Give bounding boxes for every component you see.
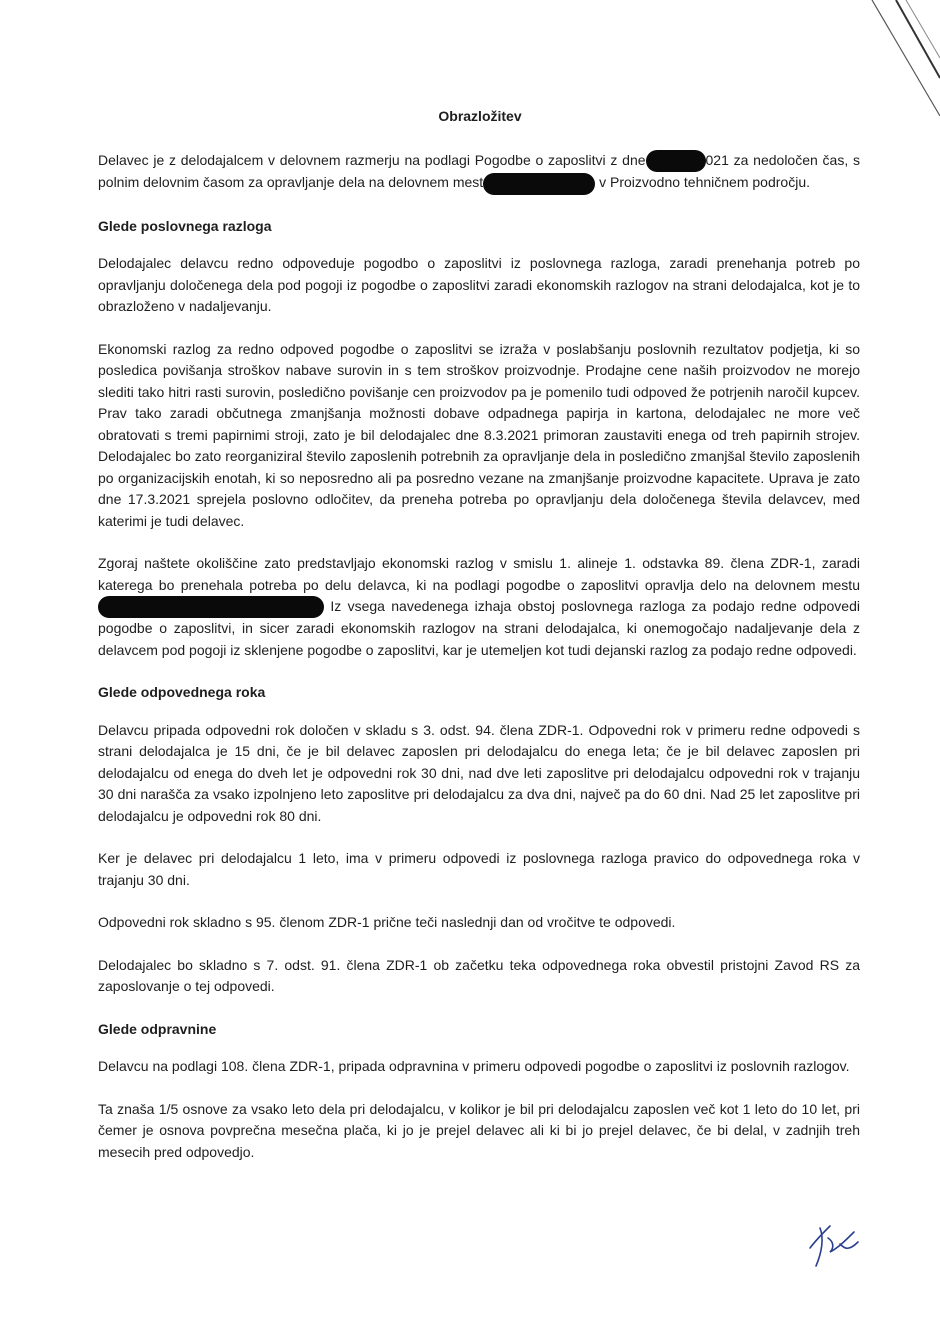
- paragraph: Delavcu na podlagi 108. člena ZDR-1, pripada odpravnina v primeru odpovedi pogodbe o zaposlitvi iz poslovnih razlogov.: [98, 1058, 850, 1075]
- intro-paragraph: [98, 150, 860, 195]
- section-heading-business-reason: Glede poslovnega razloga: [98, 217, 272, 234]
- paragraph: Delodajalec delavcu redno odpoveduje pogodbo o zaposlitvi iz poslovnega razloga, zaradi prenehanja potreb po opravljanju določenega dela pod pogoji iz pogodbe o zaposlitvi zaradi ekonomskih razlogov na strani delodajalca, kot je to obrazloženo v nadaljevanju.: [98, 255, 860, 315]
- signature-initials: [800, 1218, 866, 1274]
- redaction-workplace: [483, 173, 595, 195]
- intro-text-1: Delavec je z delodajalcem v delovnem razmerju na podlagi Pogodbe o zaposlitvi z dne: [98, 152, 646, 168]
- paragraph: Odpovedni rok skladno s 95. členom ZDR-1 prične teči naslednji dan od vročitve te odpovedi.: [98, 914, 676, 931]
- paragraph: Ekonomski razlog za redno odpoved pogodbe o zaposlitvi se izraža v poslabšanju poslovnih rezultatov podjetja, ki so posledica povišanja stroškov nabave surovin in s tem stroškov proizvodnje. Prodajne cene naših proizvodov ne morejo slediti tako hitri rasti surovin, posledično povišanje cen proizvodov pa je pomenilo tudi odpoved že potrjenih naročil kupcev. Prav tako zaradi občutnega zmanjšanja možnosti dobave odpadnega papirja in kartona, delodajalec ne more več obratovati s tremi papirnimi stroji, zato je bil delodajalec dne 8.3.2021 primoran zaustaviti enega od treh papirnih strojev. Delodajalec bo zato reorganiziral število zaposlenih potrebnih za opravljanje dela in posledično zmanjšal število zaposlenih po organizacijskih enotah, ki so neposredno ali pa posredno vezane na zmanjšanje proizvodne kapacitete. Uprava je zato dne 17.3.2021 sprejela poslovno odločitev, da preneha potreba po opravljanju dela določenega števila delavcev, med katerimi je tudi delavec.: [98, 340, 860, 529]
- section-heading-notice-period: Glede odpovednega roka: [98, 684, 266, 701]
- redaction-job-position: [98, 596, 324, 618]
- paragraph: Ta znaša 1/5 osnove za vsako leto dela pri delodajalcu, v kolikor je bil pri delodajalcu zaposlen več kot 1 leto do 10 let, pri čemer je osnova povprečna mesečna plača, ki jo je prejel delavec ali ki bi jo prejel delavec, če bi delal, v zadnjih treh mesecih pred odpovedjo.: [98, 1100, 860, 1160]
- section-heading-severance: Glede odpravnine: [98, 1020, 217, 1037]
- redaction-date: [646, 150, 706, 172]
- intro-text-3: v Proizvodno tehničnem področju.: [599, 174, 810, 191]
- paragraph-text-1: Zgoraj naštete okoliščine zato predstavljajo ekonomski razlog v smislu 1. alineje 1. odstavka 89. člena ZDR-1, zaradi katerega bo prenehala potreba po delu delavca, ki na podlagi pogodbe o zaposlitvi opravlja delo na delovnem mestu: [98, 555, 860, 593]
- paragraph-text-2: Iz vsega navedenega izhaja obstoj poslovnega razloga za podajo redne odpovedi pogodbe o zaposlitvi, in sicer zaradi ekonomskih razlogov na strani delodajalca, ki onemogočajo nadaljevanje dela z delavcem pod pogoji iz sklenjene pogodbe o zaposlitvi, kar je utemeljen kot tudi dejanski razlog za podajo redne odpovedi.: [98, 598, 860, 658]
- paragraph: Ker je delavec pri delodajalcu 1 leto, ima v primeru odpovedi iz poslovnega razloga pravico do odpovednega roka v trajanju 30 dni.: [98, 850, 860, 888]
- paragraph-with-redaction: [98, 553, 860, 661]
- paragraph: Delavcu pripada odpovedni rok določen v skladu s 3. odst. 94. člena ZDR-1. Odpovedni rok v primeru redne odpovedi s strani delodajalca je 15 dni, če je bil delavec zaposlen pri delodajalcu do enega leta; če je bil delavec zaposlen pri delodajalcu od enega do dveh let je odpovedni rok 30 dni, nad dve leti zaposlitve pri delodajalcu odpovedni rok v trajanju 30 dni narašča za vsako izpolnjeno leto zaposlitve pri delodajalcu za dva dni, največ pa do 60 dni. Nad 25 let zaposlitve pri delodajalcu je odpovedni rok 80 dni.: [98, 721, 860, 824]
- document-body: [98, 150, 860, 1163]
- document-title: Obrazložitev: [438, 108, 522, 124]
- paragraph: Delodajalec bo skladno s 7. odst. 91. člena ZDR-1 ob začetku teka odpovednega roka obvestil pristojni Zavod RS za zaposlovanje o tej odpovedi.: [98, 956, 860, 995]
- intro-text-2: 021 za nedoločen čas, s polnim delovnim časom za opravljanje dela na delovnem mest: [98, 152, 860, 191]
